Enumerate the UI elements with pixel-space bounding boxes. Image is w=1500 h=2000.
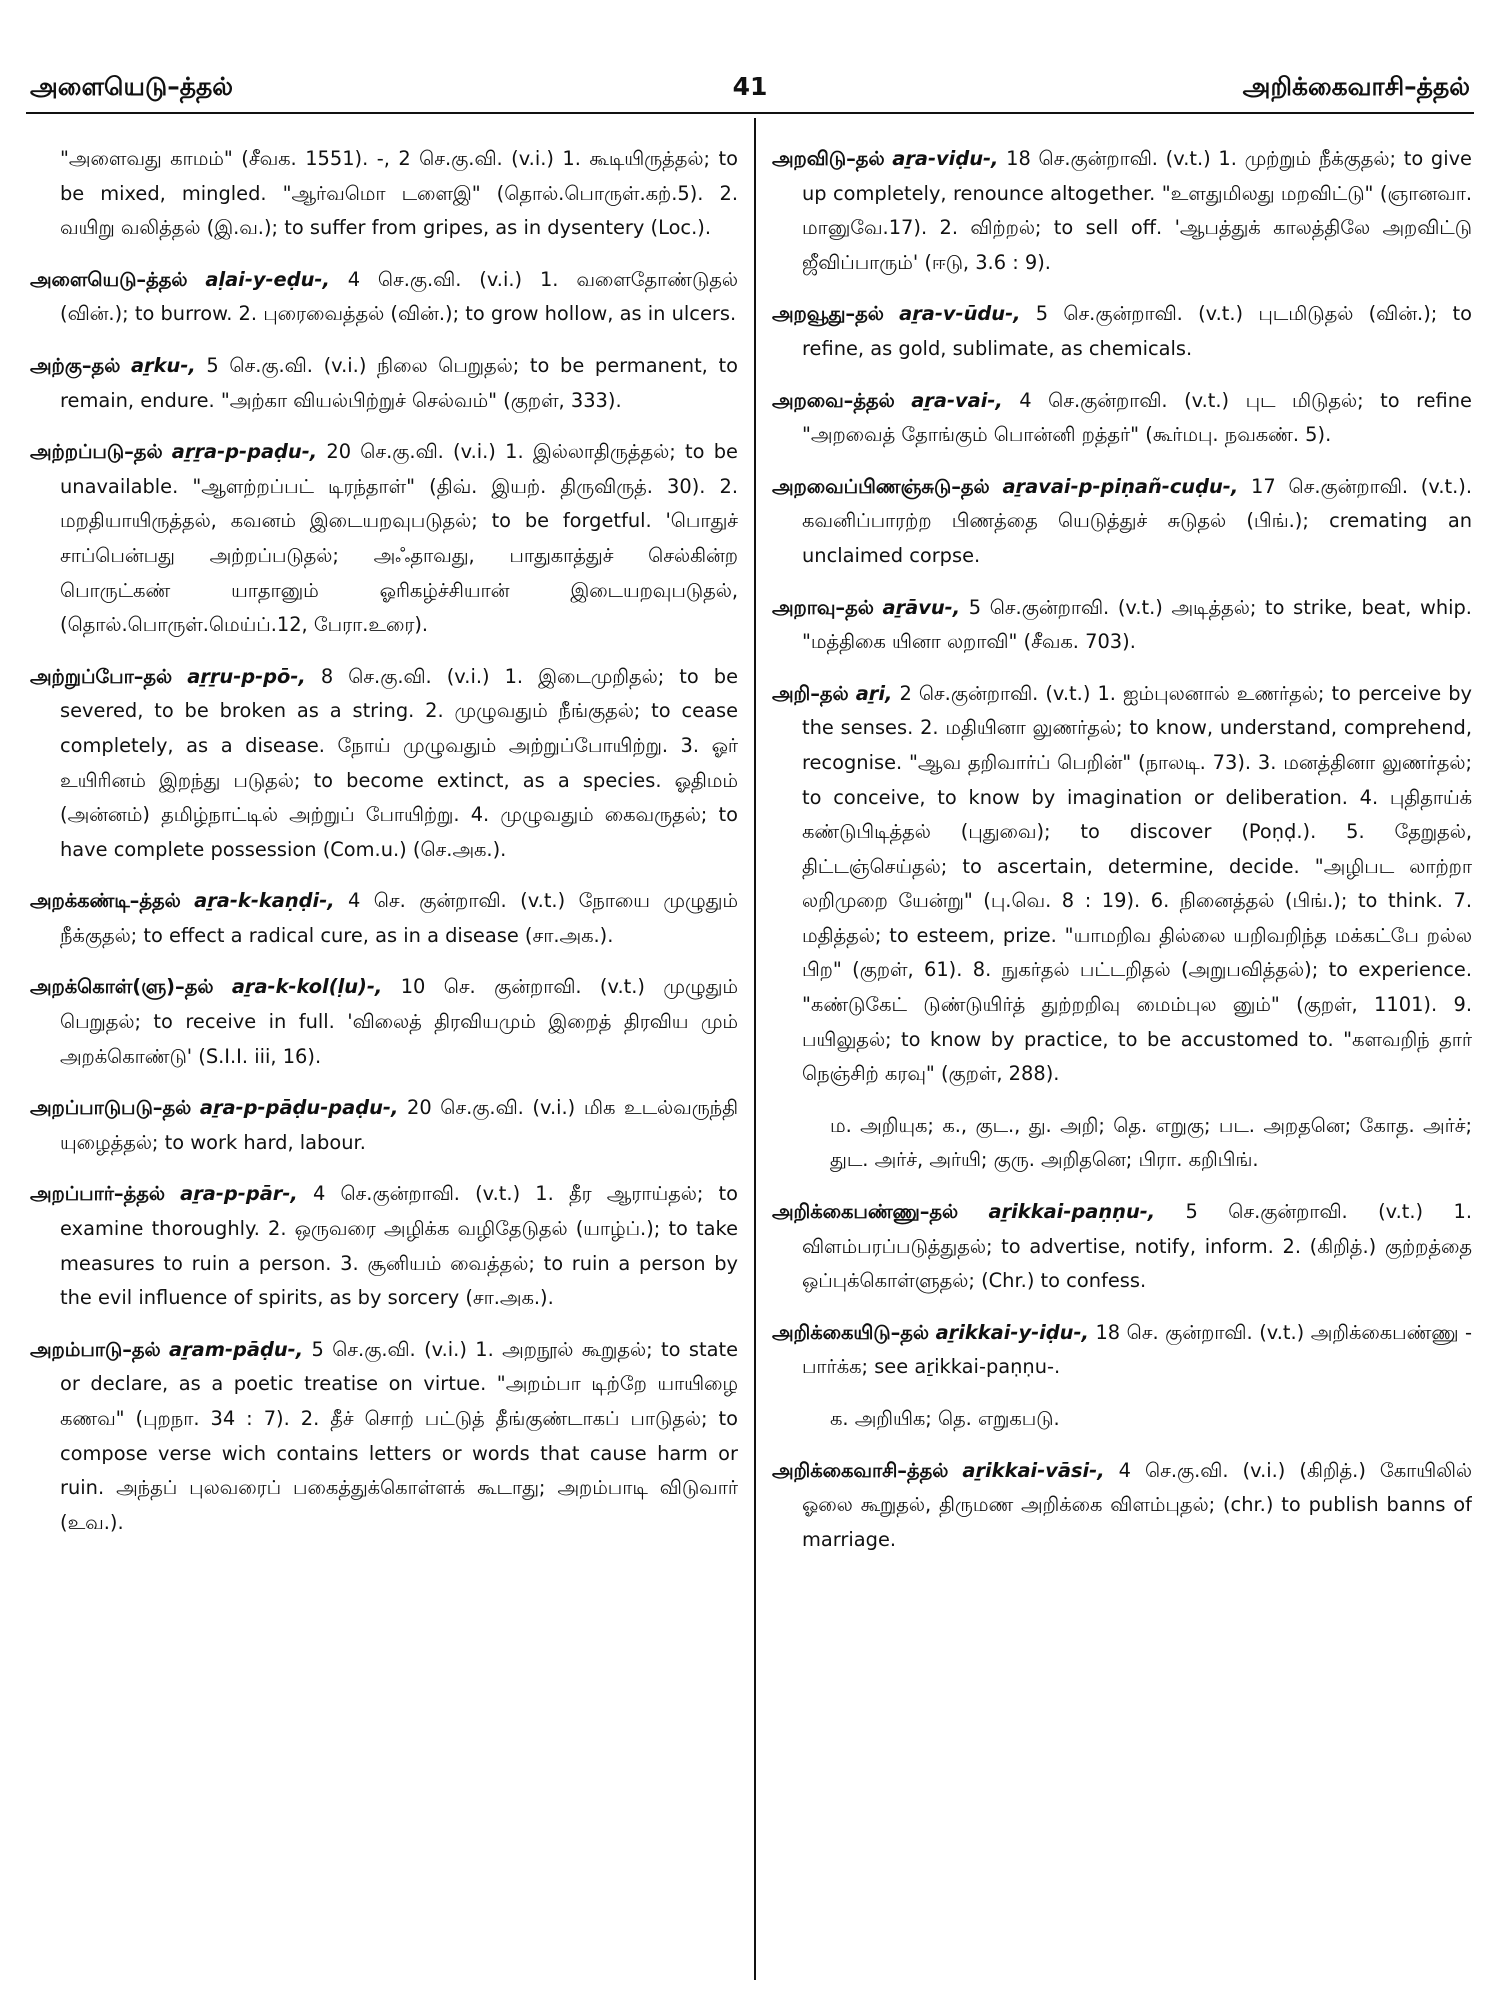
entry-headword: அறிக்கையிடு–தல் — [772, 1320, 930, 1344]
entry-body: 5 செ.குன்றாவி. (v.t.) புடமிடுதல் (வின்.); to refine, as gold, sublimate, as chemicals. — [802, 302, 1472, 360]
running-head-right: அறிக்கைவாசி–த்தல் — [1242, 72, 1470, 101]
page-number: 41 — [732, 72, 768, 101]
dictionary-entry — [772, 1454, 1472, 1558]
entry-headword: அறக்கண்டி–த்தல் — [30, 889, 181, 913]
entry-headword: அற்கு–தல் — [30, 353, 121, 377]
entry-body: 20 செ.கு.வி. (v.i.) 1. இல்லாதிருத்தல்; to be unavailable. "ஆளற்றப்பட் டிரந்தாள்" (திவ். இயற். திருவிருத். 30). 2. மறதியாயிருத்தல், கவனம் இடையறவுபடுதல்; to be forgetful. 'பொதுச் சாப்பென்பது அற்றப்படுதல்; அஃதாவது, பாதுகாத்துச் செல்கின்ற பொருட்கண் யாதானும் ஓரிகழ்ச்சியான் இடையறவுபடுதல், (தொல்.பொருள்.மெய்ப்.12, பேரா.உரை). — [60, 440, 738, 637]
entry-headword: அறிக்கைவாசி–த்தல் — [772, 1458, 949, 1482]
entry-body: 8 செ.கு.வி. (v.i.) 1. இடைமுறிதல்; to be severed, to be broken as a string. 2. முழுவதும் நீங்குதல்; to cease completely, as a disease. நோய் முழுவதும் அற்றுப்போயிற்று. 3. ஓர் உயிரினம் இறந்து படுதல்; to become extinct, as a species. ஓதிமம் (அன்னம்) தமிழ்நாட்டில் அற்றுப் போயிற்று. 4. முழுவதும் கைவருதல்; to have complete possession (Com.u.) (செ.அக.). — [60, 664, 738, 861]
entry-transliteration: aṟa-k-kol(ḷu)-, — [231, 975, 383, 999]
dictionary-entry — [772, 591, 1472, 660]
entry-transliteration: aṟi, — [855, 681, 893, 705]
dictionary-entry — [30, 970, 738, 1074]
entry-body: 4 செ.கு.வி. (v.i.) (கிறித்.) கோயிலில் ஓலை கூறுதல், திருமண அறிக்கை விளம்புதல்; (chr.) to publish banns of marriage. — [802, 1458, 1472, 1551]
dictionary-entry — [30, 263, 738, 332]
entry-body: 5 செ.கு.வி. (v.i.) நிலை பெறுதல்; to be permanent, to remain, endure. "அற்கா வியல்பிற்றுச் செல்வம்" (குறள், 333). — [60, 353, 738, 412]
entry-body: 18 செ. குன்றாவி. (v.t.) அறிக்கைபண்ணு - பார்க்க; see aṟikkai-paṇṇu-. — [802, 1320, 1472, 1379]
entry-body: 17 செ.குன்றாவி. (v.t.). கவனிப்பாரற்ற பிணத்தை யெடுத்துச் சுடுதல் (பிங்.); cremating an unclaimed corpse. — [802, 474, 1472, 567]
entry-transliteration: aṟṟu-p-pō-, — [187, 664, 306, 688]
entry-headword: அறப்பாடுபடு–தல் — [30, 1096, 192, 1120]
entry-body: 10 செ. குன்றாவி. (v.t.) முழுதும் பெறுதல்; to receive in full. 'விலைத் திரவியமும் இறைத் திரவிய மும் அறக்கொண்டு' (S.I.I. iii, 16). — [60, 975, 738, 1068]
dictionary-entry — [30, 1177, 738, 1315]
running-head-left: அளையெடு–த்தல் — [30, 72, 234, 101]
entry-headword: அறம்பாடு–தல் — [30, 1337, 161, 1361]
entry-body: 5 செ.குன்றாவி. (v.t.) அடித்தல்; to strike, beat, whip. "மத்திகை யினா லறாவி" (சீவக. 703). — [802, 595, 1472, 654]
etymology-text: க. அறியிக; தெ. எறுகபடு. — [830, 1407, 1060, 1430]
dictionary-entry — [772, 1195, 1472, 1299]
entry-headword: அற்றுப்போ–தல் — [30, 664, 173, 688]
entry-headword: அளையெடு–த்தல் — [30, 267, 188, 291]
entry-headword: அறக்கொள்(ளு)–தல் — [30, 975, 214, 999]
entry-body: 4 செ. குன்றாவி. (v.t.) நோயை முழுதும் நீக்குதல்; to effect a radical cure, as in a disease (சா.அக.). — [60, 889, 738, 947]
entry-transliteration: aṟikkai-y-iḍu-, — [935, 1320, 1089, 1344]
entry-body: 4 செ.குன்றாவி. (v.t.) புட மிடுதல்; to refine "அறவைத் தோங்கும் பொன்னி றத்தர்" (கூர்மபு. நவகண். 5). — [802, 388, 1472, 447]
entry-headword: அற்றப்படு–தல் — [30, 440, 163, 464]
entry-headword: அறாவு–தல் — [772, 595, 874, 619]
entry-headword: அறி–தல் — [772, 681, 849, 705]
etymology-note — [772, 1402, 1472, 1437]
entry-headword: அறவூது–தல் — [772, 302, 884, 326]
entry-transliteration: aṟikkai-vāsi-, — [962, 1458, 1105, 1482]
entry-transliteration: aṟa-k-kaṇḍi-, — [194, 889, 335, 913]
entry-body: 5 செ.குன்றாவி. (v.t.) 1. விளம்பரப்படுத்துதல்; to advertise, notify, inform. 2. (கிறித்.) குற்றத்தை ஒப்புக்கொள்ளுதல்; (Chr.) to confess. — [802, 1200, 1472, 1293]
entry-transliteration: aṟa-p-pāḍu-paḍu-, — [199, 1096, 399, 1120]
entry-transliteration: aṟikkai-paṇṇu-, — [988, 1200, 1156, 1224]
entry-body: 4 செ.கு.வி. (v.i.) 1. வளைதோண்டுதல் (வின்.); to burrow. 2. புரைவைத்தல் (வின்.); to grow hollow, as in ulcers. — [60, 267, 738, 326]
dictionary-entry — [30, 660, 738, 868]
entry-body: "அளைவது காமம்" (சீவக. 1551). -, 2 செ.கு.வி. (v.i.) 1. கூடியிருத்தல்; to be mixed, mingled. "ஆர்வமொ டளைஇ" (தொல்.பொருள்.கற்.5). 2. வயிறு வலித்தல் (இ.வ.); to suffer from gripes, as in dysentery (Loc.). — [60, 147, 738, 240]
entry-transliteration: aṟku-, — [130, 353, 196, 377]
entry-transliteration: aṟāvu-, — [882, 595, 961, 619]
column-divider — [754, 118, 756, 1980]
dictionary-entry — [772, 142, 1472, 280]
page-header — [26, 62, 1474, 114]
dictionary-entry — [772, 470, 1472, 574]
dictionary-entry — [772, 1316, 1472, 1385]
dictionary-entry — [772, 677, 1472, 1092]
dictionary-entry — [30, 435, 738, 643]
entry-transliteration: aṟam-pāḍu-, — [169, 1337, 304, 1361]
entry-transliteration: aṟa-v-ūdu-, — [899, 302, 1021, 326]
dictionary-entry — [30, 1333, 738, 1541]
entry-headword: அறவிடு–தல் — [772, 147, 885, 170]
entry-headword: அறப்பார்–த்தல் — [30, 1182, 165, 1206]
left-column — [30, 142, 738, 1972]
entry-body: 5 செ.கு.வி. (v.i.) 1. அறநூல் கூறுதல்; to state or declare, as a poetic treatise on virtue. "அறம்பா டிற்றே யாயிழை கணவ" (புறநா. 34 : 7). 2. தீச் சொற் பட்டுத் தீங்குண்டாகப் பாடுதல்; to compose verse wich contains letters or words that cause harm or ruin. அந்தப் புலவரைப் பகைத்துக்கொள்ளக் கூடாது; அறம்பாடி விடுவார் (உவ.). — [60, 1337, 738, 1534]
entry-continuation — [30, 142, 738, 246]
entry-headword: அறவைப்பிணஞ்சுடு–தல் — [772, 474, 990, 498]
entry-body: 18 செ.குன்றாவி. (v.t.) 1. முற்றும் நீக்குதல்; to give up completely, renounce altogether. "உளதுமிலது மறவிட்டு" (ஞானவா. மானுவே.17). 2. விற்றல்; to sell off. 'ஆபத்துக் காலத்திலே அறவிட்டு ஜீவிப்பாரும்' (ஈடு, 3.6 : 9). — [802, 147, 1472, 274]
dictionary-entry — [30, 349, 738, 418]
entry-body: 20 செ.கு.வி. (v.i.) மிக உடல்வருந்தி யுழைத்தல்; to work hard, labour. — [60, 1096, 738, 1154]
entry-transliteration: aṟa-p-pār-, — [180, 1182, 298, 1206]
entry-headword: அறவை–த்தல் — [772, 388, 895, 412]
entry-headword: அறிக்கைபண்ணு–தல் — [772, 1200, 959, 1224]
entry-transliteration: aṟa-vai-, — [911, 388, 1003, 412]
dictionary-entry — [30, 1091, 738, 1160]
dictionary-entry — [772, 384, 1472, 453]
entry-transliteration: aṟavai-p-piṇañ-cuḍu-, — [1002, 474, 1239, 498]
entry-body: 2 செ.குன்றாவி. (v.t.) 1. ஐம்புலனால் உணர்தல்; to perceive by the senses. 2. மதியினா லுணர்தல்; to know, understand, comprehend, recognise. "ஆவ தறிவார்ப் பெறின்" (நாலடி. 73). 3. மனத்தினா லுணர்தல்; to conceive, to know by imagination or deliberation. 4. புதிதாய்க் கண்டுபிடித்தல் (புதுவை); to discover (Poṇḍ.). 5. தேறுதல், திட்டஞ்செய்தல்; to ascertain, determine, decide. "அழிபட லாற்றா லறிமுறை யேன்று" (பு.வெ. 8 : 19). 6. நினைத்தல் (பிங்.); to think. 7. மதித்தல்; to esteem, prize. "யாமறிவ தில்லை யறிவறிந்த மக்கட்பே றல்ல பிற" (குறள், 61). 8. நுகர்தல் பட்டறிதல் (அறுபவித்தல்); to experience. "கண்டுகேட் டுண்டுயிர்த் துற்றறிவு மைம்புல னும்" (குறள், 1101). 9. பயிலுதல்; to know by practice, to be accustomed to. "களவறிந் தார் நெஞ்சிற் கரவு" (குறள், 288). — [802, 681, 1472, 1086]
entry-transliteration: aḷai-y-eḍu-, — [205, 267, 330, 291]
right-column — [772, 142, 1472, 1972]
etymology-text: ம. அறியுக; க., குட., து. அறி; தெ. எறுகு; பட. அறதனெ; கோத. அர்ச்; துட. அர்ச், அர்யி; குரு. அறிதனெ; பிரா. கறிபிங். — [830, 1113, 1472, 1172]
dictionary-entry — [772, 297, 1472, 366]
entry-body: 4 செ.குன்றாவி. (v.t.) 1. தீர ஆராய்தல்; to examine thoroughly. 2. ஒருவரை அழிக்க வழிதேடுதல் (யாழ்ப்.); to take measures to ruin a person. 3. சூனியம் வைத்தல்; to ruin a person by the evil influence of spirits, as by sorcery (சா.அக.). — [60, 1182, 738, 1310]
entry-transliteration: aṟṟa-p-paḍu-, — [171, 440, 318, 464]
etymology-note — [772, 1109, 1472, 1178]
entry-transliteration: aṟa-viḍu-, — [892, 147, 999, 170]
dictionary-entry — [30, 884, 738, 953]
